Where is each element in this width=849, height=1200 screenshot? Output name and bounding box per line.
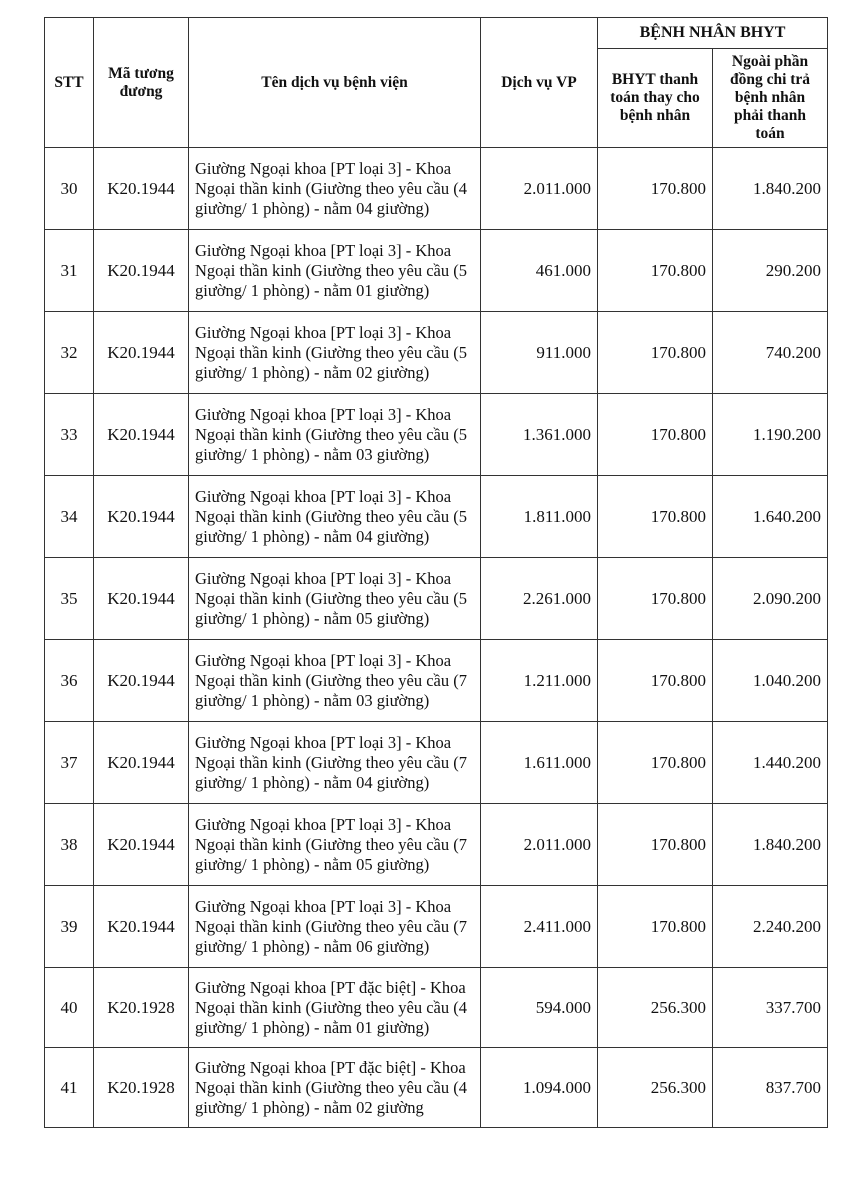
header-patient-pay: Ngoài phần đồng chi trả bệnh nhân phải thanh toán (713, 49, 828, 148)
row-code: K20.1944 (94, 722, 189, 804)
row-bhyt-pay: 170.800 (598, 722, 713, 804)
header-bhyt-pay: BHYT thanh toán thay cho bệnh nhân (598, 49, 713, 148)
row-stt: 38 (45, 804, 94, 886)
table-row (45, 558, 828, 640)
row-vp-price: 461.000 (481, 230, 598, 312)
row-patient-pay: 1.440.200 (713, 722, 828, 804)
row-vp-price: 1.811.000 (481, 476, 598, 558)
row-stt: 34 (45, 476, 94, 558)
table-row (45, 722, 828, 804)
row-code: K20.1944 (94, 148, 189, 230)
header-stt: STT (45, 18, 94, 148)
fee-table (44, 17, 828, 1128)
table-row (45, 1048, 828, 1128)
row-bhyt-pay: 170.800 (598, 886, 713, 968)
row-code: K20.1928 (94, 968, 189, 1048)
row-bhyt-pay: 170.800 (598, 312, 713, 394)
table-row (45, 476, 828, 558)
row-stt: 39 (45, 886, 94, 968)
header-vp-price: Dịch vụ VP (481, 18, 598, 148)
row-vp-price: 1.361.000 (481, 394, 598, 476)
row-service-name: Giường Ngoại khoa [PT loại 3] - Khoa Ngoại thần kinh (Giường theo yêu cầu (7 giường/ 1 phòng) - nằm 06 giường) (189, 886, 481, 968)
row-service-name: Giường Ngoại khoa [PT loại 3] - Khoa Ngoại thần kinh (Giường theo yêu cầu (7 giường/ 1 phòng) - nằm 04 giường) (189, 722, 481, 804)
row-stt: 36 (45, 640, 94, 722)
table-row (45, 886, 828, 968)
row-vp-price: 2.011.000 (481, 804, 598, 886)
row-bhyt-pay: 170.800 (598, 476, 713, 558)
header-bhyt-group: BỆNH NHÂN BHYT (598, 18, 828, 49)
row-bhyt-pay: 256.300 (598, 1048, 713, 1128)
row-service-name: Giường Ngoại khoa [PT loại 3] - Khoa Ngoại thần kinh (Giường theo yêu cầu (7 giường/ 1 phòng) - nằm 05 giường) (189, 804, 481, 886)
row-service-name: Giường Ngoại khoa [PT loại 3] - Khoa Ngoại thần kinh (Giường theo yêu cầu (5 giường/ 1 phòng) - nằm 02 giường) (189, 312, 481, 394)
row-vp-price: 594.000 (481, 968, 598, 1048)
row-patient-pay: 2.090.200 (713, 558, 828, 640)
row-patient-pay: 2.240.200 (713, 886, 828, 968)
row-stt: 40 (45, 968, 94, 1048)
row-service-name: Giường Ngoại khoa [PT loại 3] - Khoa Ngoại thần kinh (Giường theo yêu cầu (7 giường/ 1 phòng) - nằm 03 giường) (189, 640, 481, 722)
row-service-name: Giường Ngoại khoa [PT loại 3] - Khoa Ngoại thần kinh (Giường theo yêu cầu (5 giường/ 1 phòng) - nằm 04 giường) (189, 476, 481, 558)
row-service-name: Giường Ngoại khoa [PT loại 3] - Khoa Ngoại thần kinh (Giường theo yêu cầu (5 giường/ 1 phòng) - nằm 05 giường) (189, 558, 481, 640)
row-vp-price: 911.000 (481, 312, 598, 394)
row-vp-price: 1.611.000 (481, 722, 598, 804)
header-code: Mã tương đương (94, 18, 189, 148)
row-service-name: Giường Ngoại khoa [PT đặc biệt] - Khoa Ngoại thần kinh (Giường theo yêu cầu (4 giường/ 1 phòng) - nằm 01 giường) (189, 968, 481, 1048)
row-stt: 33 (45, 394, 94, 476)
table-body (45, 148, 828, 1128)
table-row (45, 804, 828, 886)
row-vp-price: 2.411.000 (481, 886, 598, 968)
table-row (45, 394, 828, 476)
row-patient-pay: 1.040.200 (713, 640, 828, 722)
row-code: K20.1944 (94, 394, 189, 476)
row-service-name: Giường Ngoại khoa [PT loại 3] - Khoa Ngoại thần kinh (Giường theo yêu cầu (5 giường/ 1 phòng) - nằm 03 giường) (189, 394, 481, 476)
row-stt: 30 (45, 148, 94, 230)
row-vp-price: 2.261.000 (481, 558, 598, 640)
row-service-name: Giường Ngoại khoa [PT loại 3] - Khoa Ngoại thần kinh (Giường theo yêu cầu (5 giường/ 1 phòng) - nằm 01 giường) (189, 230, 481, 312)
row-code: K20.1944 (94, 476, 189, 558)
row-vp-price: 1.211.000 (481, 640, 598, 722)
row-code: K20.1944 (94, 230, 189, 312)
row-patient-pay: 1.640.200 (713, 476, 828, 558)
row-bhyt-pay: 256.300 (598, 968, 713, 1048)
row-patient-pay: 1.840.200 (713, 804, 828, 886)
row-stt: 31 (45, 230, 94, 312)
row-bhyt-pay: 170.800 (598, 558, 713, 640)
row-patient-pay: 337.700 (713, 968, 828, 1048)
row-patient-pay: 290.200 (713, 230, 828, 312)
table-header (45, 18, 828, 148)
row-stt: 32 (45, 312, 94, 394)
row-code: K20.1944 (94, 558, 189, 640)
row-code: K20.1944 (94, 640, 189, 722)
row-stt: 41 (45, 1048, 94, 1128)
row-bhyt-pay: 170.800 (598, 394, 713, 476)
header-service-name: Tên dịch vụ bệnh viện (189, 18, 481, 148)
row-stt: 37 (45, 722, 94, 804)
row-stt: 35 (45, 558, 94, 640)
row-bhyt-pay: 170.800 (598, 804, 713, 886)
row-patient-pay: 740.200 (713, 312, 828, 394)
row-bhyt-pay: 170.800 (598, 640, 713, 722)
row-patient-pay: 1.190.200 (713, 394, 828, 476)
table-row (45, 148, 828, 230)
row-code: K20.1928 (94, 1048, 189, 1128)
table-row (45, 640, 828, 722)
row-service-name: Giường Ngoại khoa [PT đặc biệt] - Khoa Ngoại thần kinh (Giường theo yêu cầu (4 giường/ 1 phòng) - nằm 02 giường (189, 1048, 481, 1128)
row-code: K20.1944 (94, 804, 189, 886)
row-patient-pay: 837.700 (713, 1048, 828, 1128)
row-patient-pay: 1.840.200 (713, 148, 828, 230)
row-vp-price: 1.094.000 (481, 1048, 598, 1128)
table-row (45, 312, 828, 394)
table-row (45, 230, 828, 312)
row-vp-price: 2.011.000 (481, 148, 598, 230)
row-bhyt-pay: 170.800 (598, 148, 713, 230)
row-code: K20.1944 (94, 312, 189, 394)
row-service-name: Giường Ngoại khoa [PT loại 3] - Khoa Ngoại thần kinh (Giường theo yêu cầu (4 giường/ 1 phòng) - nằm 04 giường) (189, 148, 481, 230)
table-row (45, 968, 828, 1048)
row-code: K20.1944 (94, 886, 189, 968)
row-bhyt-pay: 170.800 (598, 230, 713, 312)
